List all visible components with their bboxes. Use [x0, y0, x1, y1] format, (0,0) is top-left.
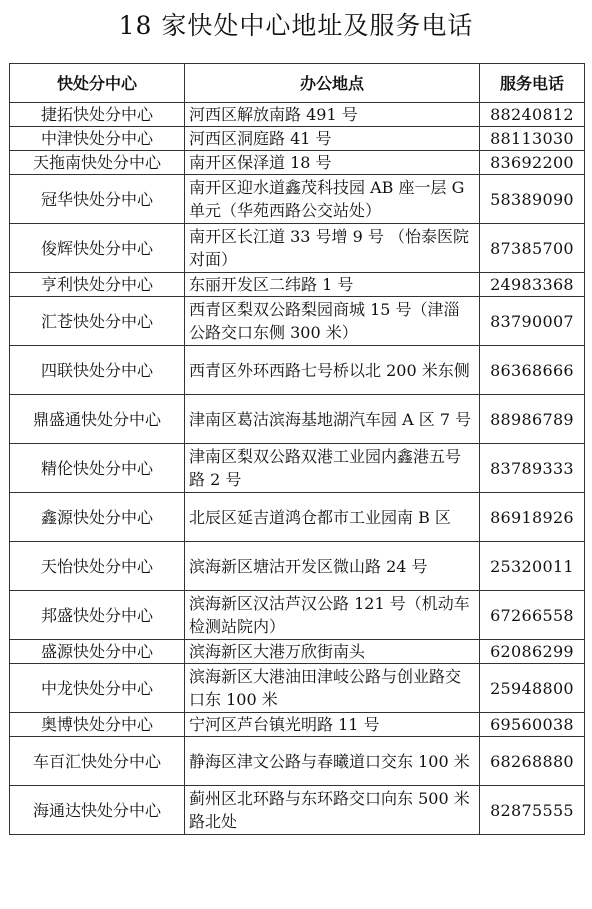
table-row: [10, 591, 585, 640]
phone-cell: 88113030: [480, 127, 585, 151]
phone-cell: 67266558: [480, 591, 585, 640]
phone-cell: 83789333: [480, 444, 585, 493]
table-row: [10, 395, 585, 444]
center-name-cell: 鑫源快处分中心: [10, 493, 185, 542]
center-name-cell: 鼎盛通快处分中心: [10, 395, 185, 444]
phone-cell: 62086299: [480, 640, 585, 664]
center-name-cell: 车百汇快处分中心: [10, 737, 185, 786]
table-row: [10, 664, 585, 713]
column-header-address: 办公地点: [185, 64, 480, 103]
phone-cell: 24983368: [480, 273, 585, 297]
address-cell: 南开区保泽道 18 号: [185, 151, 480, 175]
phone-cell: 83790007: [480, 297, 585, 346]
center-name-cell: 四联快处分中心: [10, 346, 185, 395]
center-name-cell: 邦盛快处分中心: [10, 591, 185, 640]
phone-cell: 83692200: [480, 151, 585, 175]
phone-cell: 69560038: [480, 713, 585, 737]
address-cell: 东丽开发区二纬路 1 号: [185, 273, 480, 297]
table-row: [10, 297, 585, 346]
table-header-row: [10, 64, 585, 103]
table-row: [10, 786, 585, 835]
address-cell: 静海区津文公路与春曦道口交东 100 米: [185, 737, 480, 786]
phone-cell: 86368666: [480, 346, 585, 395]
phone-cell: 88240812: [480, 103, 585, 127]
table-row: [10, 493, 585, 542]
address-cell: 河西区洞庭路 41 号: [185, 127, 480, 151]
address-cell: 蓟州区北环路与东环路交口向东 500 米路北处: [185, 786, 480, 835]
address-cell: 西青区梨双公路梨园商城 15 号（津淄公路交口东侧 300 米）: [185, 297, 480, 346]
table-row: [10, 713, 585, 737]
table-row: [10, 151, 585, 175]
table-row: [10, 175, 585, 224]
table-row: [10, 346, 585, 395]
phone-cell: 25948800: [480, 664, 585, 713]
phone-cell: 87385700: [480, 224, 585, 273]
address-cell: 滨海新区塘沽开发区微山路 24 号: [185, 542, 480, 591]
phone-cell: 58389090: [480, 175, 585, 224]
center-name-cell: 盛源快处分中心: [10, 640, 185, 664]
table-row: [10, 737, 585, 786]
address-cell: 津南区梨双公路双港工业园内鑫港五号路 2 号: [185, 444, 480, 493]
address-cell: 滨海新区大港油田津岐公路与创业路交口东 100 米: [185, 664, 480, 713]
table-row: [10, 224, 585, 273]
center-name-cell: 中龙快处分中心: [10, 664, 185, 713]
column-header-phone: 服务电话: [480, 64, 585, 103]
center-name-cell: 奥博快处分中心: [10, 713, 185, 737]
center-name-cell: 亨利快处分中心: [10, 273, 185, 297]
center-name-cell: 天怡快处分中心: [10, 542, 185, 591]
phone-cell: 88986789: [480, 395, 585, 444]
table-row: [10, 127, 585, 151]
table-row: [10, 103, 585, 127]
address-cell: 滨海新区大港万欣街南头: [185, 640, 480, 664]
center-name-cell: 天拖南快处分中心: [10, 151, 185, 175]
address-cell: 滨海新区汉沽芦汉公路 121 号（机动车检测站院内）: [185, 591, 480, 640]
address-cell: 河西区解放南路 491 号: [185, 103, 480, 127]
address-cell: 南开区长江道 33 号增 9 号 （怡泰医院对面）: [185, 224, 480, 273]
phone-cell: 82875555: [480, 786, 585, 835]
service-center-table: [9, 63, 585, 835]
table-row: [10, 273, 585, 297]
center-name-cell: 中津快处分中心: [10, 127, 185, 151]
center-name-cell: 俊辉快处分中心: [10, 224, 185, 273]
center-name-cell: 精伦快处分中心: [10, 444, 185, 493]
table-row: [10, 542, 585, 591]
phone-cell: 86918926: [480, 493, 585, 542]
center-name-cell: 汇苍快处分中心: [10, 297, 185, 346]
address-cell: 南开区迎水道鑫茂科技园 AB 座一层 G 单元（华苑西路公交站处）: [185, 175, 480, 224]
center-name-cell: 捷拓快处分中心: [10, 103, 185, 127]
address-cell: 宁河区芦台镇光明路 11 号: [185, 713, 480, 737]
page-title: 18 家快处中心地址及服务电话: [118, 11, 474, 40]
center-name-cell: 海通达快处分中心: [10, 786, 185, 835]
address-cell: 津南区葛沽滨海基地湖汽车园 A 区 7 号: [185, 395, 480, 444]
table-row: [10, 444, 585, 493]
column-header-center: 快处分中心: [10, 64, 185, 103]
phone-cell: 25320011: [480, 542, 585, 591]
phone-cell: 68268880: [480, 737, 585, 786]
center-name-cell: 冠华快处分中心: [10, 175, 185, 224]
address-cell: 西青区外环西路七号桥以北 200 米东侧: [185, 346, 480, 395]
address-cell: 北辰区延吉道鸿仓都市工业园南 B 区: [185, 493, 480, 542]
table-row: [10, 640, 585, 664]
